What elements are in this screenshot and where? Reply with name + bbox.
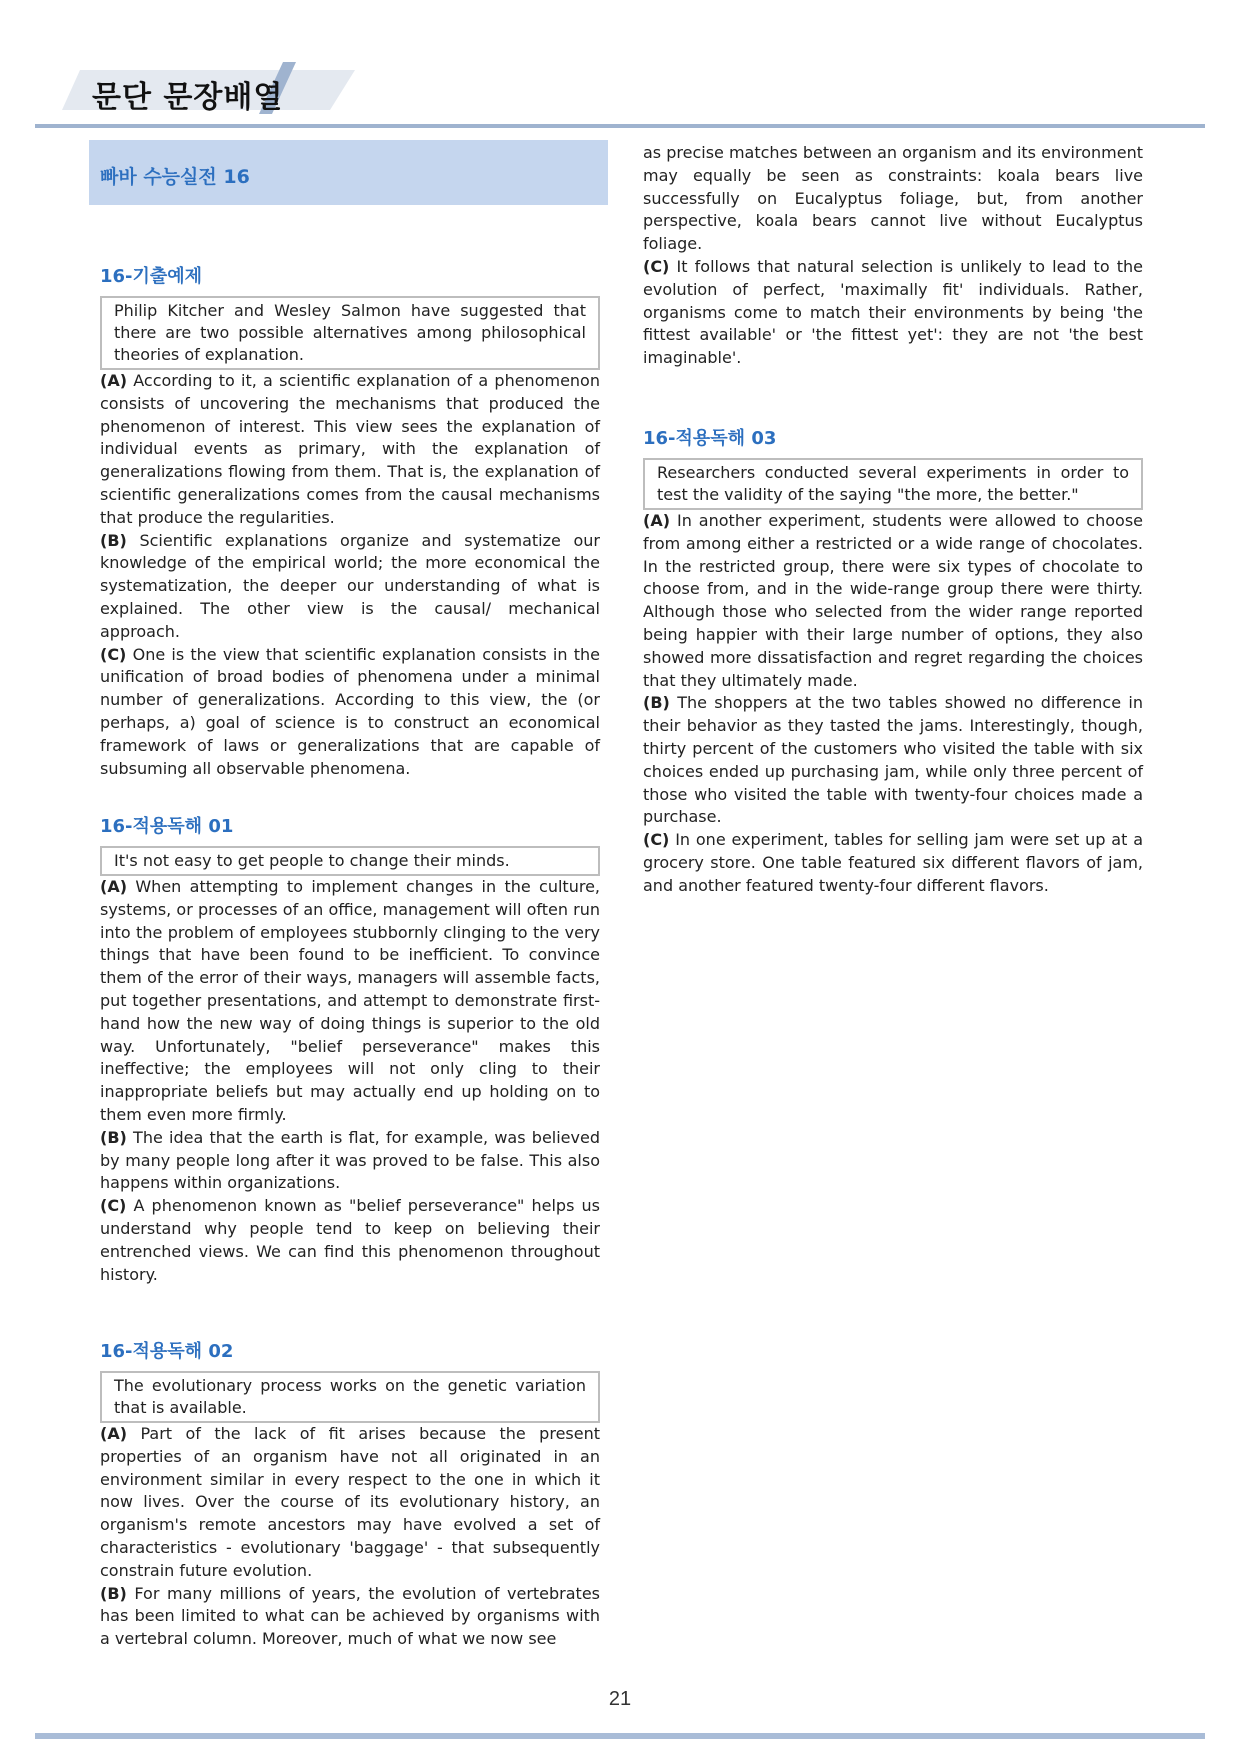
given-sentence-box: Philip Kitcher and Wesley Salmon have suggested that there are two possible alternatives among philosophical theories of explanation. — [100, 296, 600, 370]
paragraph-text: Scientific explanations organize and systematize our knowledge of the empirical world; the more economical the systematization, the deeper our understanding of what is explained. The other view is the causal/ mechanical approach. — [100, 530, 600, 641]
paragraph-text: The shoppers at the two tables showed no difference in their behavior as they tasted the jams. Interestingly, though, thirty percent of the customers who visited the table with six choices ended up purchasing jam, while only three percent of those who visited the table with twenty-four choices made a purchase. — [643, 693, 1143, 827]
section-title: 16-적용독해 02 — [100, 1341, 234, 1362]
paragraph-b-continued: as precise matches between an organism and its environment may equally be seen as constraints: koala bears live successfully on Eucalyptus foliage, but, from another perspective, koala bears cannot live without Eucalyptus foliage. — [643, 143, 1143, 254]
paragraph-text: In one experiment, tables for selling jam were set up at a grocery store. One table featured six different flavors of jam, and another featured twenty-four different flavors. — [643, 830, 1143, 895]
paragraph-a — [100, 1423, 600, 1583]
section-title: 16-적용독해 01 — [100, 816, 234, 837]
paragraph-text: For many millions of years, the evolution of vertebrates has been limited to what can be achieved by organisms with a vertebral column. Moreover, much of what we now see — [100, 1583, 601, 1649]
page-title: 문단 문장배열 — [92, 80, 284, 115]
paragraph-text: According to it, a scientific explanation of a phenomenon consists of uncovering the mechanisms that produced the phenomenon of interest. This view sees the explanation of individual events as primary, with the explanation of generalizations flowing from them. That is, the explanation of scientific generalizations comes from the causal mechanisms that produce the regularities. — [100, 371, 600, 527]
paragraph-marker: (A) — [643, 511, 671, 530]
paragraph-b — [643, 692, 1143, 829]
paragraph-marker: (C) — [100, 644, 127, 664]
given-sentence-box: Researchers conducted several experiments in order to test the validity of the saying "the more, the better." — [643, 458, 1143, 510]
given-sentence-box: The evolutionary process works on the genetic variation that is available. — [100, 1371, 600, 1423]
section-title: 16-적용독해 03 — [643, 428, 777, 449]
series-label: 빠바 수능실전 16 — [100, 166, 250, 188]
paragraph-marker: (B) — [100, 1583, 127, 1603]
paragraph-text: In another experiment, students were allowed to choose from among either a restricted or a wide range of chocolates. In the restricted group, there were six types of chocolate to choose from, and in the wide-range group there were thirty. Although those who selected from the wider range reported being happier with their large number of options, they also showed more dissatisfaction and regret regarding the choices that they ultimately made. — [643, 511, 1143, 690]
section-16-reading-02 — [100, 1337, 600, 1651]
paragraph-text: It follows that natural selection is unlikely to lead to the evolution of perfect, 'maximally fit' individuals. Rather, organisms come to match their environments by being 'the fittest available' or 'the fittest yet': they are not 'the best imaginable'. — [643, 256, 1143, 368]
paragraph-marker: (A) — [100, 1424, 128, 1443]
section-16-example — [100, 262, 600, 780]
paragraph-marker: (B) — [100, 530, 127, 550]
paragraph-marker: (B) — [643, 693, 670, 713]
paragraph-marker: (A) — [100, 877, 128, 896]
paragraph-c — [643, 829, 1143, 897]
paragraph-marker: (C) — [100, 1196, 127, 1216]
paragraph-marker: (C) — [643, 830, 670, 850]
paragraph-marker: (B) — [100, 1127, 127, 1147]
paragraph-text: The idea that the earth is flat, for example, was believed by many people long after it was proved to be false. This also happens within organizations. — [100, 1127, 600, 1193]
paragraph-marker: (C) — [643, 256, 670, 276]
section-16-reading-02-continued — [643, 142, 1143, 370]
page-number: 21 — [608, 1688, 632, 1710]
paragraph-c — [100, 644, 600, 781]
paragraph-c — [643, 256, 1143, 370]
paragraph-text: One is the view that scientific explanation consists in the unification of broad bodies of phenomena under a minimal number of generalizations. According to this view, the (or perhaps, a) goal of science is to construct an economical framework of laws or generalizations that are capable of subsuming all observable phenomena. — [100, 644, 600, 778]
header-divider — [35, 124, 1205, 128]
given-sentence-box: It's not easy to get people to change their minds. — [100, 846, 600, 876]
footer-divider — [35, 1733, 1205, 1739]
section-title: 16-기출예제 — [100, 266, 203, 287]
section-16-reading-01 — [100, 812, 600, 1286]
paragraph-a — [100, 370, 600, 530]
paragraph-text: A phenomenon known as "belief perseverance" helps us understand why people tend to keep on believing their entrenched views. We can find this phenomenon throughout history. — [100, 1196, 600, 1284]
paragraph-text: Part of the lack of fit arises because the present properties of an organism have not all originated in an environment similar in every respect to the one in which it now lives. Over the course of its evolutionary history, an organism's remote ancestors may have evolved a set of characteristics - evolutionary 'baggage' - that subsequently constrain future evolution. — [100, 1424, 601, 1580]
paragraph-text: When attempting to implement changes in the culture, systems, or processes of an office, management will often run into the problem of employees stubbornly clinging to the very things that have been found to be inefficient. To convince them of the error of their ways, managers will assemble facts, put together presentations, and attempt to demonstrate first-hand how the new way of doing things is superior to the old way. Unfortunately, "belief perseverance" makes this ineffective; the employees will not only cling to their inappropriate beliefs but may actually end up holding on to them even more firmly. — [100, 877, 600, 1124]
paragraph-b — [100, 1583, 600, 1651]
paragraph-b — [100, 530, 600, 644]
header-banner — [0, 0, 1240, 140]
paragraph-marker: (A) — [100, 371, 128, 390]
paragraph-a — [100, 876, 600, 1127]
paragraph-c — [100, 1195, 600, 1286]
paragraph-a — [643, 510, 1143, 692]
paragraph-b — [100, 1127, 600, 1195]
section-16-reading-03 — [643, 424, 1143, 898]
